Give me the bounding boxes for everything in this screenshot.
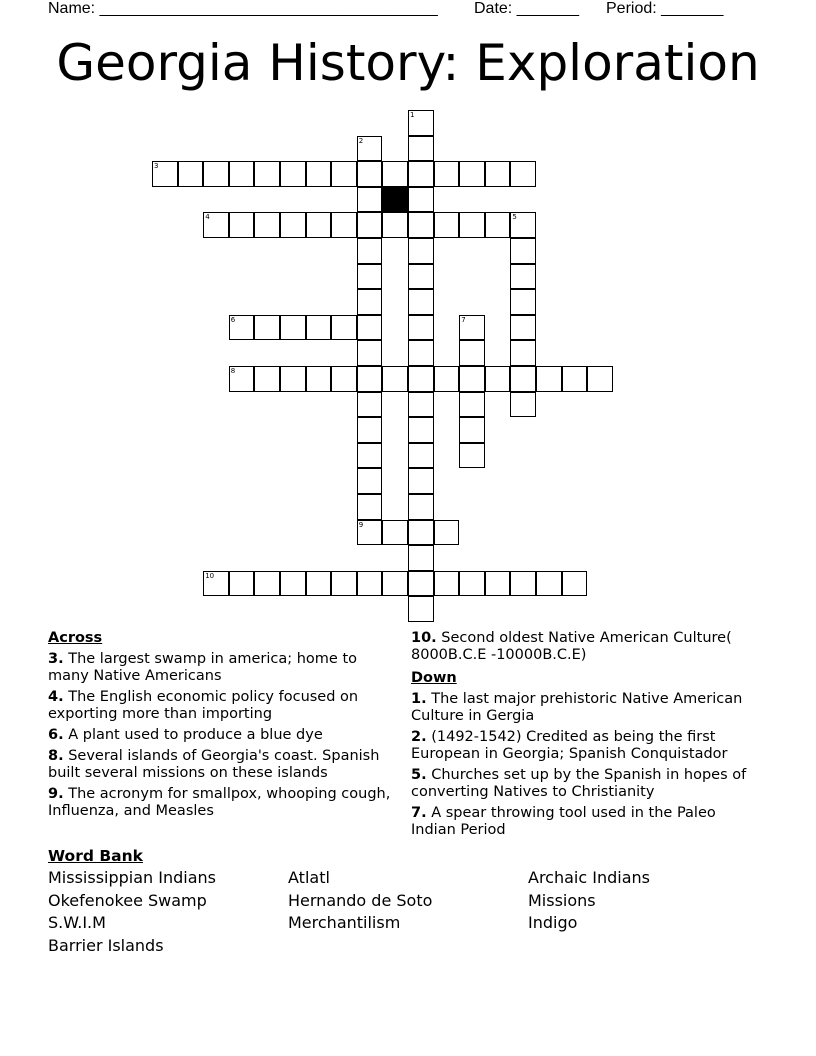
grid-cell[interactable] — [357, 520, 383, 546]
grid-cell[interactable] — [306, 212, 332, 238]
grid-cell[interactable] — [357, 136, 383, 162]
word-bank-heading: Word Bank — [48, 847, 143, 865]
grid-cell[interactable] — [510, 392, 536, 418]
grid-cell[interactable] — [485, 366, 511, 392]
grid-cell[interactable] — [434, 161, 460, 187]
grid-cell[interactable] — [408, 571, 434, 597]
grid-cell[interactable] — [408, 110, 434, 136]
grid-cell[interactable] — [434, 520, 460, 546]
grid-cell[interactable] — [357, 238, 383, 264]
grid-cell[interactable] — [229, 366, 255, 392]
clue-number: 4. — [48, 689, 64, 705]
grid-cell[interactable] — [485, 161, 511, 187]
grid-cell[interactable] — [280, 571, 306, 597]
word-bank-item: S.W.I.M — [48, 913, 106, 933]
cell-number: 8 — [230, 367, 236, 375]
grid-cell[interactable] — [485, 212, 511, 238]
grid-cell[interactable] — [357, 264, 383, 290]
grid-cell[interactable] — [382, 366, 408, 392]
clues-column-left — [48, 630, 393, 824]
grid-cell[interactable] — [331, 315, 357, 341]
grid-cell[interactable] — [408, 596, 434, 622]
grid-cell[interactable] — [459, 212, 485, 238]
grid-cell[interactable] — [485, 571, 511, 597]
word-bank-item: Archaic Indians — [528, 868, 650, 887]
grid-cell[interactable] — [510, 212, 536, 238]
down-clue-1 — [411, 691, 763, 725]
grid-cell[interactable] — [562, 366, 588, 392]
grid-cell[interactable] — [408, 289, 434, 315]
grid-cell[interactable] — [408, 392, 434, 418]
grid-cell[interactable] — [229, 571, 255, 597]
period-field-label: Period: _______ — [606, 0, 724, 17]
word-bank-item: Missions — [528, 890, 596, 910]
across-clue-8 — [48, 748, 393, 782]
grid-cell[interactable] — [408, 264, 434, 290]
clue-text: (1492-1542) Credited as being the first European in Georgia; Spanish Conquistador — [411, 729, 728, 762]
grid-cell[interactable] — [254, 212, 280, 238]
black-cell — [382, 187, 408, 213]
clues-column-right — [411, 630, 763, 843]
grid-cell[interactable] — [408, 187, 434, 213]
grid-cell[interactable] — [357, 571, 383, 597]
clue-number: 1. — [411, 691, 427, 707]
grid-cell[interactable] — [357, 494, 383, 520]
cell-number: 4 — [205, 213, 210, 222]
grid-cell[interactable] — [434, 366, 460, 392]
across-clue-4 — [48, 689, 393, 723]
clue-text: The English economic policy focused on exporting more than importing — [48, 689, 359, 722]
grid-cell[interactable] — [357, 161, 383, 187]
grid-cell[interactable] — [357, 212, 383, 238]
grid-cell[interactable] — [152, 161, 178, 187]
clue-number: 10. — [411, 630, 437, 646]
grid-cell[interactable] — [459, 392, 485, 418]
clue-number: 6. — [48, 727, 64, 743]
grid-cell[interactable] — [408, 494, 434, 520]
grid-cell[interactable] — [459, 366, 485, 392]
grid-cell[interactable] — [459, 161, 485, 187]
grid-cell[interactable] — [382, 161, 408, 187]
word-bank-item: Mississippian Indians — [48, 868, 217, 887]
grid-cell[interactable] — [510, 315, 536, 341]
grid-cell[interactable] — [280, 212, 306, 238]
grid-cell[interactable] — [408, 238, 434, 264]
across-clue-6 — [48, 727, 393, 744]
grid-cell[interactable] — [357, 417, 383, 443]
grid-cell[interactable] — [408, 161, 434, 187]
clue-number: 5. — [411, 767, 427, 783]
grid-cell[interactable] — [459, 340, 485, 366]
grid-cell[interactable] — [331, 161, 357, 187]
grid-cell[interactable] — [408, 468, 434, 494]
grid-cell[interactable] — [306, 571, 332, 597]
grid-cell[interactable] — [408, 545, 434, 571]
grid-cell[interactable] — [510, 161, 536, 187]
grid-cell[interactable] — [459, 571, 485, 597]
across-clue-9 — [48, 786, 393, 820]
grid-cell[interactable] — [510, 264, 536, 290]
grid-cell[interactable] — [331, 571, 357, 597]
down-clue-5 — [411, 767, 763, 801]
date-field-label: Date: _______ — [474, 0, 579, 17]
grid-cell[interactable] — [203, 212, 229, 238]
grid-cell[interactable] — [408, 417, 434, 443]
word-bank-item: Barrier Islands — [48, 936, 164, 956]
grid-cell[interactable] — [434, 571, 460, 597]
grid-cell[interactable] — [357, 340, 383, 366]
clue-number: 7. — [411, 805, 427, 821]
grid-cell[interactable] — [203, 161, 229, 187]
grid-cell[interactable] — [459, 417, 485, 443]
grid-cell[interactable] — [382, 212, 408, 238]
grid-cell[interactable] — [434, 212, 460, 238]
grid-cell[interactable] — [357, 187, 383, 213]
cell-number: 5 — [512, 213, 517, 222]
grid-cell[interactable] — [408, 520, 434, 546]
grid-cell[interactable] — [331, 366, 357, 392]
cell-number: 2 — [358, 136, 364, 145]
grid-cell[interactable] — [306, 315, 332, 341]
grid-cell[interactable] — [331, 212, 357, 238]
cell-number: 3 — [154, 162, 159, 171]
grid-cell[interactable] — [306, 161, 332, 187]
word-bank-item: Merchantilism — [288, 913, 401, 933]
across-heading: Across — [48, 630, 103, 646]
grid-cell[interactable] — [280, 315, 306, 341]
down-heading: Down — [411, 670, 457, 686]
grid-cell[interactable] — [382, 571, 408, 597]
cell-number: 10 — [205, 571, 215, 580]
grid-cell[interactable] — [357, 392, 383, 418]
clue-text: A spear throwing tool used in the Paleo Indian Period — [411, 805, 716, 838]
across-clue-3 — [48, 651, 393, 685]
word-bank-item: Okefenokee Swamp — [48, 890, 207, 910]
grid-cell[interactable] — [459, 315, 485, 341]
grid-cell[interactable] — [536, 366, 562, 392]
grid-cell[interactable] — [408, 315, 434, 341]
cell-number: 7 — [461, 315, 466, 324]
grid-cell[interactable] — [229, 315, 255, 341]
grid-cell[interactable] — [562, 571, 588, 597]
cell-number: 6 — [230, 315, 236, 324]
word-bank-item: Atlatl — [288, 868, 330, 887]
word-bank — [48, 846, 768, 958]
grid-cell[interactable] — [510, 238, 536, 264]
grid-cell[interactable] — [178, 161, 204, 187]
down-clue-2 — [411, 729, 763, 763]
clue-text: Several islands of Georgia's coast. Spanish built several missions on these islands — [48, 748, 380, 781]
grid-cell[interactable] — [203, 571, 229, 597]
grid-cell[interactable] — [382, 520, 408, 546]
down-clue-7 — [411, 805, 763, 839]
grid-cell[interactable] — [254, 161, 280, 187]
page-title: Georgia History: Exploration — [56, 34, 760, 92]
grid-cell[interactable] — [510, 571, 536, 597]
clue-number: 3. — [48, 651, 64, 667]
word-bank-item: Indigo — [528, 913, 578, 933]
grid-cell[interactable] — [408, 212, 434, 238]
clue-text: The largest swamp in america; home to many Native Americans — [48, 651, 358, 684]
grid-cell[interactable] — [280, 366, 306, 392]
grid-cell[interactable] — [408, 340, 434, 366]
grid-cell[interactable] — [510, 366, 536, 392]
clue-text: Second oldest Native American Culture( 8000B.C.E -10000B.C.E) — [411, 630, 732, 663]
grid-cell[interactable] — [459, 443, 485, 469]
name-field-label: Name: ______________________________________ — [48, 0, 438, 17]
grid-cell[interactable] — [408, 443, 434, 469]
grid-cell[interactable] — [510, 289, 536, 315]
grid-cell[interactable] — [229, 212, 255, 238]
clue-text: Churches set up by the Spanish in hopes of converting Natives to Christianity — [411, 767, 747, 800]
word-bank-item: Hernando de Soto — [288, 890, 433, 910]
grid-cell[interactable] — [357, 366, 383, 392]
clue-text: A plant used to produce a blue dye — [68, 727, 323, 743]
cell-number: 9 — [358, 520, 364, 529]
grid-cell[interactable] — [229, 161, 255, 187]
across-clue-10 — [411, 630, 763, 664]
clue-text: The acronym for smallpox, whooping cough, Influenza, and Measles — [48, 786, 391, 819]
grid-cell[interactable] — [280, 161, 306, 187]
cell-number: 1 — [410, 111, 415, 119]
grid-cell[interactable] — [254, 366, 280, 392]
grid-cell[interactable] — [254, 571, 280, 597]
clue-number: 2. — [411, 729, 427, 745]
grid-cell[interactable] — [587, 366, 613, 392]
grid-cell[interactable] — [357, 468, 383, 494]
clue-number: 9. — [48, 786, 64, 802]
grid-cell[interactable] — [408, 136, 434, 162]
grid-cell[interactable] — [306, 366, 332, 392]
clue-number: 8. — [48, 748, 64, 764]
grid-cell[interactable] — [536, 571, 562, 597]
clue-text: The last major prehistoric Native American Culture in Gergia — [411, 691, 743, 724]
grid-cell[interactable] — [254, 315, 280, 341]
grid-cell[interactable] — [357, 443, 383, 469]
grid-cell[interactable] — [357, 315, 383, 341]
word-bank-list — [48, 867, 768, 958]
grid-cell[interactable] — [408, 366, 434, 392]
grid-cell[interactable] — [510, 340, 536, 366]
grid-cell[interactable] — [357, 289, 383, 315]
